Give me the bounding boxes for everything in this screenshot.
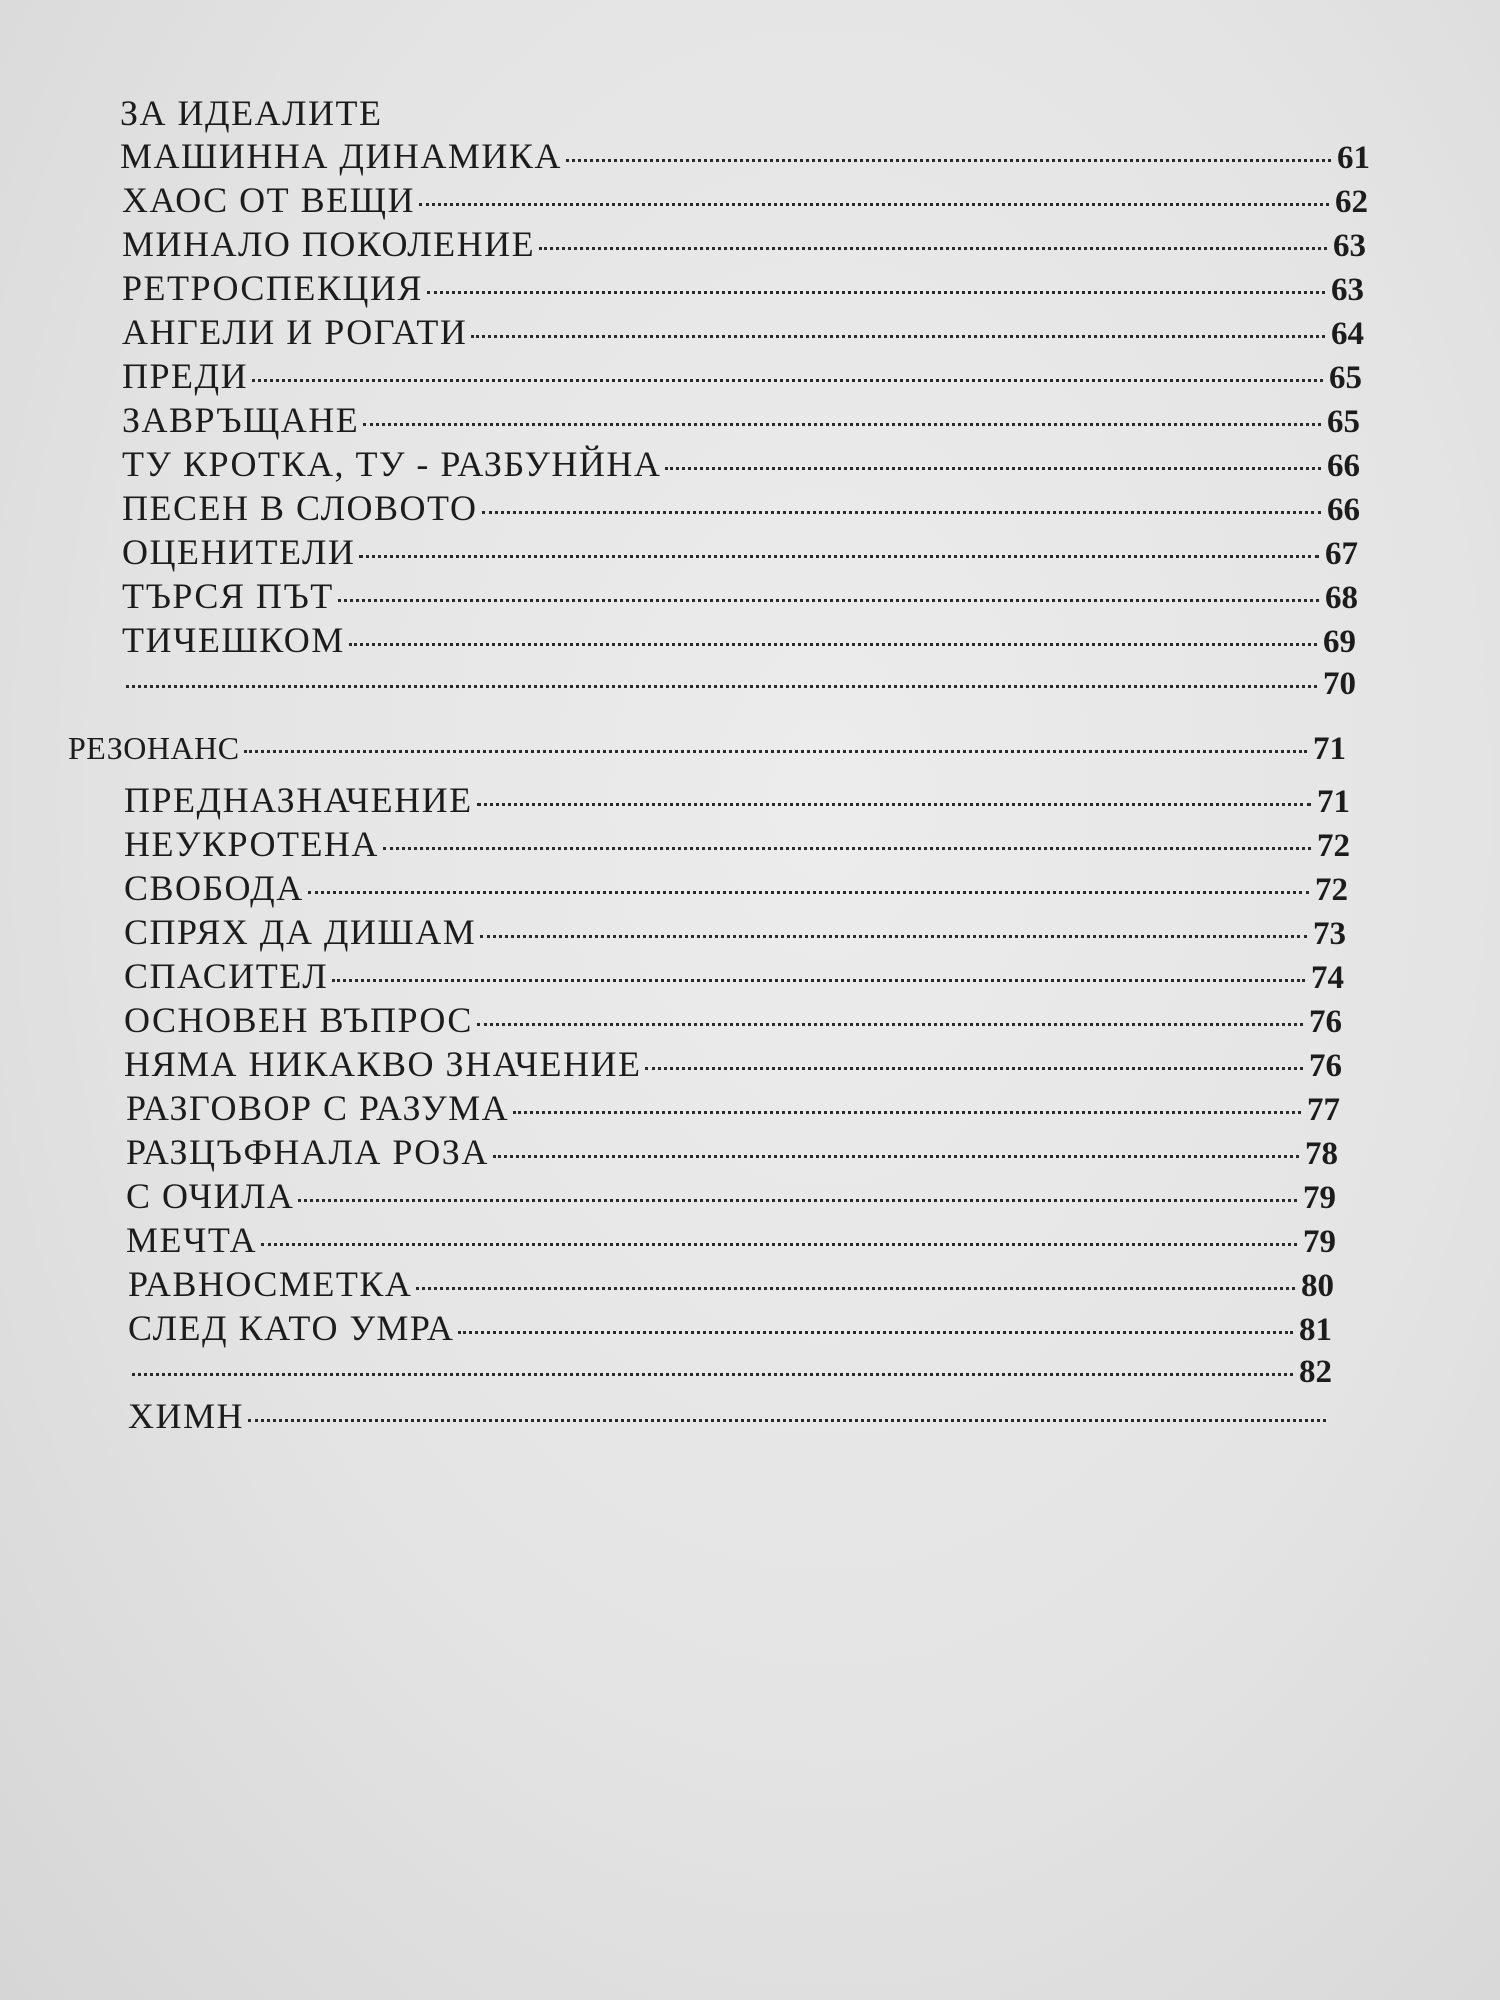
toc-entry (120, 136, 1370, 176)
toc-entry-title: ТУ КРОТКА, ТУ - РАЗБУНЙНА (122, 444, 662, 484)
toc-entry-page: 64 (1331, 316, 1364, 352)
dot-leader (513, 1111, 1301, 1114)
toc-entry (128, 1352, 1332, 1392)
toc-entry (124, 956, 1344, 996)
toc-entry-page: 74 (1311, 960, 1344, 996)
toc-entry (122, 620, 1356, 660)
toc-entry-page: 80 (1301, 1268, 1334, 1304)
toc-entry-page: 73 (1313, 916, 1346, 952)
toc-entry-page: 66 (1327, 492, 1360, 528)
toc-entry (122, 444, 1360, 484)
dot-leader (480, 935, 1307, 938)
toc-entry-page: 77 (1307, 1092, 1340, 1128)
dot-leader (645, 1067, 1303, 1070)
toc-entry (128, 1264, 1334, 1304)
toc-entry-title: ПРЕДИ (122, 356, 249, 396)
toc-entry (122, 664, 1356, 704)
toc-entry (122, 224, 1366, 264)
toc-entry (124, 1044, 1342, 1084)
toc-entry (122, 312, 1364, 352)
toc-entry-title: С ОЧИЛА (126, 1176, 295, 1216)
toc-entry-title: РЕТРОСПЕКЦИЯ (122, 268, 423, 308)
toc-entry-page: 70 (1323, 666, 1356, 702)
dot-leader (261, 1243, 1297, 1246)
toc-entry-page: 72 (1315, 872, 1348, 908)
toc-entry-title: МАШИННА ДИНАМИКА (120, 136, 562, 176)
dot-leader (332, 979, 1305, 982)
dot-leader (493, 1155, 1299, 1158)
toc-entry-title: ТИЧЕШКОМ (122, 620, 345, 660)
toc-section-title: РЕЗОНАНС (68, 730, 240, 766)
toc-entry-title: ХАОС ОТ ВЕЩИ (122, 180, 415, 220)
dot-leader (482, 511, 1321, 514)
toc-entry-page: 62 (1335, 184, 1368, 220)
toc-entry-title: ОСНОВЕН ВЪПРОС (124, 1000, 473, 1040)
toc-entry-page: 69 (1323, 624, 1356, 660)
toc-entry (124, 1000, 1342, 1040)
toc-entry (126, 1088, 1340, 1128)
toc-entry (124, 780, 1350, 820)
toc-entry-title: ПРЕДНАЗНАЧЕНИЕ (124, 780, 473, 820)
dot-leader (419, 203, 1329, 206)
toc-entry-title: ЗА ИДЕАЛИТЕ (120, 93, 383, 133)
toc-entry-title: ПЕСЕН В СЛОВОТО (122, 488, 478, 528)
toc-entry-page: 63 (1333, 228, 1366, 264)
toc-entry-page: 82 (1299, 1354, 1332, 1390)
toc-entry (122, 488, 1360, 528)
toc-entry-title: НЕУКРОТЕНА (124, 824, 379, 864)
toc-entry (128, 1396, 1332, 1436)
toc-entry (124, 868, 1348, 908)
dot-leader (244, 750, 1307, 753)
toc-entry-page: 68 (1325, 580, 1358, 616)
dot-leader (132, 1373, 1293, 1376)
toc-entry-page: 65 (1329, 360, 1362, 396)
toc-entry-title: АНГЕЛИ И РОГАТИ (122, 312, 468, 352)
toc-entry-page: 79 (1303, 1180, 1336, 1216)
dot-leader (471, 335, 1325, 338)
toc-entry-page: 81 (1299, 1312, 1332, 1348)
toc-entry-title: РАВНОСМЕТКА (128, 1264, 413, 1304)
toc-entry (122, 400, 1360, 440)
dot-leader (298, 1199, 1297, 1202)
toc-entry-title: ТЪРСЯ ПЪТ (122, 576, 334, 616)
dot-leader (359, 555, 1319, 558)
toc-entry-title: ОЦЕНИТЕЛИ (122, 532, 356, 572)
toc-entry-page: 79 (1303, 1224, 1336, 1260)
toc-entry-title: МИНАЛО ПОКОЛЕНИЕ (122, 224, 536, 264)
toc-entry (122, 180, 1368, 220)
toc-entry (122, 532, 1358, 572)
toc-entry-page: 78 (1305, 1136, 1338, 1172)
dot-leader (349, 643, 1317, 646)
toc-entry-title: ХИМН (128, 1396, 245, 1436)
toc-entry (122, 268, 1364, 308)
toc-section-entry (68, 728, 1346, 768)
dot-leader (248, 1419, 1326, 1422)
dot-leader (427, 291, 1325, 294)
dot-leader (416, 1287, 1295, 1290)
toc-entry-title: СЛЕД КАТО УМРА (128, 1308, 455, 1348)
toc-entry-title: МЕЧТА (126, 1220, 258, 1260)
toc-entry-title: СПРЯХ ДА ДИШАМ (124, 912, 477, 952)
toc-entry-title: ЗАВРЪЩАНЕ (122, 400, 360, 440)
dot-leader (458, 1331, 1293, 1334)
toc-entry-title: СВОБОДА (124, 868, 304, 908)
dot-leader (126, 685, 1317, 688)
toc-entry-page: 66 (1327, 448, 1360, 484)
toc-entry-page: 72 (1317, 828, 1350, 864)
dot-leader (665, 467, 1321, 470)
toc-entry-page: 71 (1313, 731, 1346, 767)
dot-leader (338, 599, 1319, 602)
dot-leader (252, 379, 1323, 382)
toc-entry-title: СПАСИТЕЛ (124, 956, 329, 996)
dot-leader (363, 423, 1321, 426)
dot-leader (477, 803, 1311, 806)
toc-entry-page: 76 (1309, 1048, 1342, 1084)
toc-entry (124, 824, 1350, 864)
dot-leader (566, 159, 1331, 162)
toc-entry-page: 63 (1331, 272, 1364, 308)
toc-entry-title: НЯМА НИКАКВО ЗНАЧЕНИЕ (124, 1044, 642, 1084)
dot-leader (383, 847, 1311, 850)
toc-entry-page: 61 (1337, 140, 1370, 176)
dot-leader (477, 1023, 1303, 1026)
toc-entry (126, 1220, 1336, 1260)
toc-entry-page: 71 (1317, 784, 1350, 820)
toc-entry (122, 356, 1362, 396)
toc-entry (122, 576, 1358, 616)
toc-entry-page: 65 (1327, 404, 1360, 440)
dot-leader (308, 891, 1309, 894)
dot-leader (539, 247, 1327, 250)
toc-entry (128, 1308, 1332, 1348)
toc-entry (120, 93, 1370, 133)
toc-entry-title: РАЗЦЪФНАЛА РОЗА (126, 1132, 489, 1172)
toc-entry (126, 1176, 1336, 1216)
toc-entry-page: 67 (1325, 536, 1358, 572)
toc-entry (126, 1132, 1338, 1172)
toc-entry (124, 912, 1346, 952)
toc-entry-page: 76 (1309, 1004, 1342, 1040)
toc-entry-title: РАЗГОВОР С РАЗУМА (126, 1088, 510, 1128)
